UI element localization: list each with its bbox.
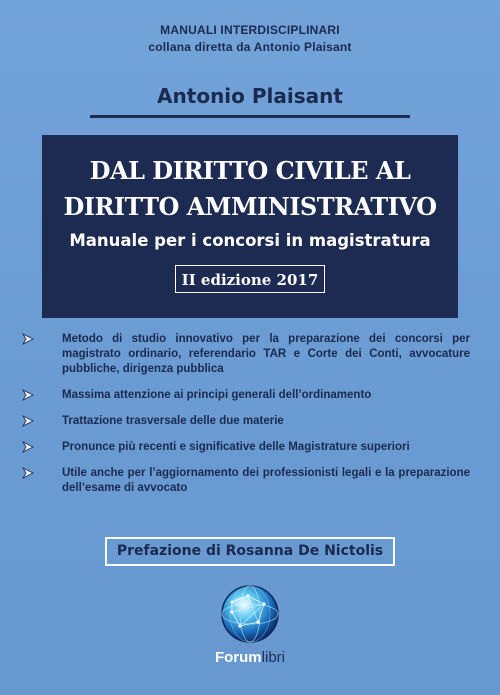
title-panel [42,135,458,318]
preface-label: Prefazione di Rosanna De Nictolis [105,537,395,566]
arrow-bullet-icon [22,333,34,345]
arrow-bullet-icon [22,441,34,453]
title-line-1: DAL DIRITTO CIVILE AL [89,156,411,185]
edition-badge: II edizione 2017 [175,265,325,293]
divider [90,115,410,118]
arrow-bullet-icon [22,467,34,479]
series-header [0,22,500,56]
list-item [22,388,470,403]
publisher-name-part1: Forum [214,649,262,666]
publisher-name-part2: libri [261,649,285,666]
list-item-text: Pronunce più recenti e significative delle Magistrature superiori [62,441,410,453]
list-item [22,332,470,377]
author-name: Antonio Plaisant [157,84,343,108]
arrow-bullet-icon [22,415,34,427]
book-title [42,153,458,225]
list-item-text: Trattazione trasversale delle due materie [62,415,284,427]
series-title: MANUALI INTERDISCIPLINARI [160,23,340,37]
title-line-2: DIRITTO AMMINISTRATIVO [63,192,437,221]
series-editor: collana diretta da Antonio Plaisant [148,40,352,54]
book-subtitle: Manuale per i concorsi in magistratura [69,231,431,250]
list-item-text: Massima attenzione ai principi generali dell’ordinamento [62,389,372,401]
arrow-bullet-icon [22,389,34,401]
list-item [22,414,470,429]
publisher-logo [0,649,500,666]
globe-icon [218,582,282,646]
feature-list [22,332,470,507]
list-item [22,466,470,496]
list-item-text: Metodo di studio innovativo per la preparazione dei concorsi per magistrato ordinario, referendario TAR e Corte dei Conti, avvocature pubbliche, dirigenza pubblica [62,333,470,375]
list-item-text: Utile anche per l’aggiornamento dei professionisti legali e la preparazione dell’esame di avvocato [62,467,470,494]
list-item [22,440,470,455]
